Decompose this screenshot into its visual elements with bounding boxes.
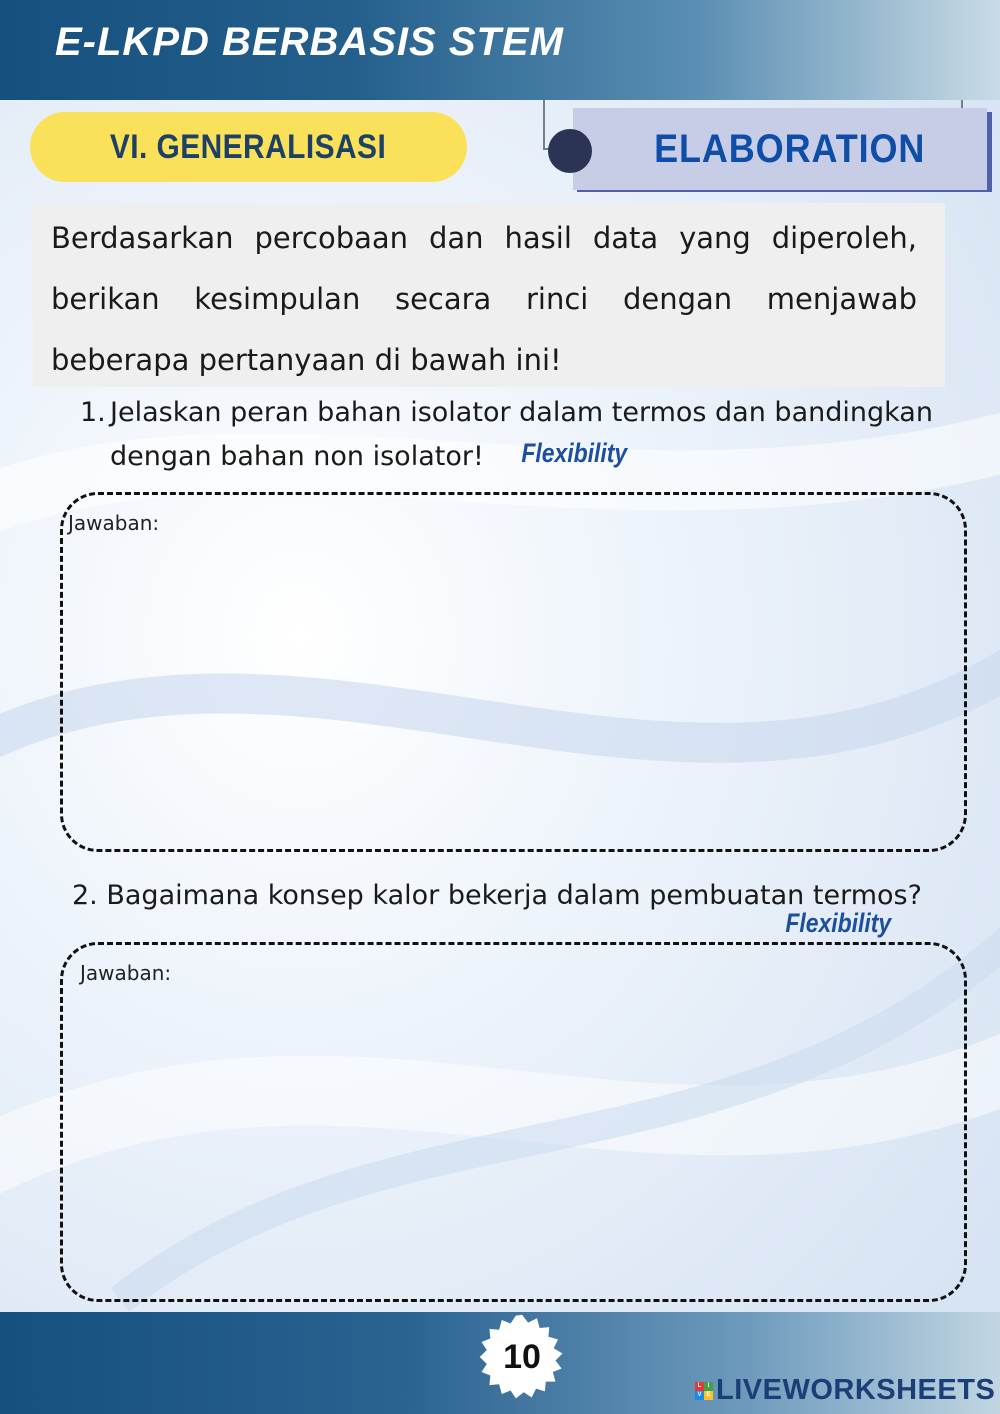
header-bar <box>0 0 1000 100</box>
question-text: Jelaskan peran bahan isolator dalam termos dan bandingkan dengan bahan non isolator! <box>110 397 933 472</box>
instruction-box <box>33 203 945 387</box>
section-title: VI. GENERALISASI <box>110 127 387 166</box>
question-number: 2. <box>72 880 98 911</box>
liveworksheets-icon: L I V E <box>695 1382 713 1400</box>
answer-label: Jawaban: <box>68 511 160 535</box>
phase-box <box>573 108 987 190</box>
page-number: 10 <box>503 1337 541 1376</box>
answer-input-1[interactable] <box>83 547 944 829</box>
section-title-pill <box>30 112 467 182</box>
header-title: E-LKPD BERBASIS STEM <box>55 20 564 64</box>
skill-tag: Flexibility <box>785 908 892 938</box>
instruction-text: Berdasarkan percobaan dan hasil data yang diperoleh, berikan kesimpulan secara rinci dengan menjawab beberapa pertanyaan di bawah ini! <box>51 221 917 377</box>
answer-label: Jawaban: <box>80 961 172 985</box>
answer-box-2[interactable] <box>60 942 967 1302</box>
question-number: 1. <box>80 397 106 428</box>
question-text: Bagaimana konsep kalor bekerja dalam pembuatan termos? <box>106 880 922 911</box>
skill-tag: Flexibility <box>521 438 628 468</box>
phase-label: ELABORATION <box>654 126 926 171</box>
liveworksheets-logo[interactable] <box>695 1374 995 1407</box>
phase-dot-icon <box>548 129 592 173</box>
liveworksheets-text: LIVEWORKSHEETS <box>716 1374 996 1406</box>
answer-input-2[interactable] <box>83 997 944 1279</box>
answer-box-1[interactable] <box>60 492 967 852</box>
